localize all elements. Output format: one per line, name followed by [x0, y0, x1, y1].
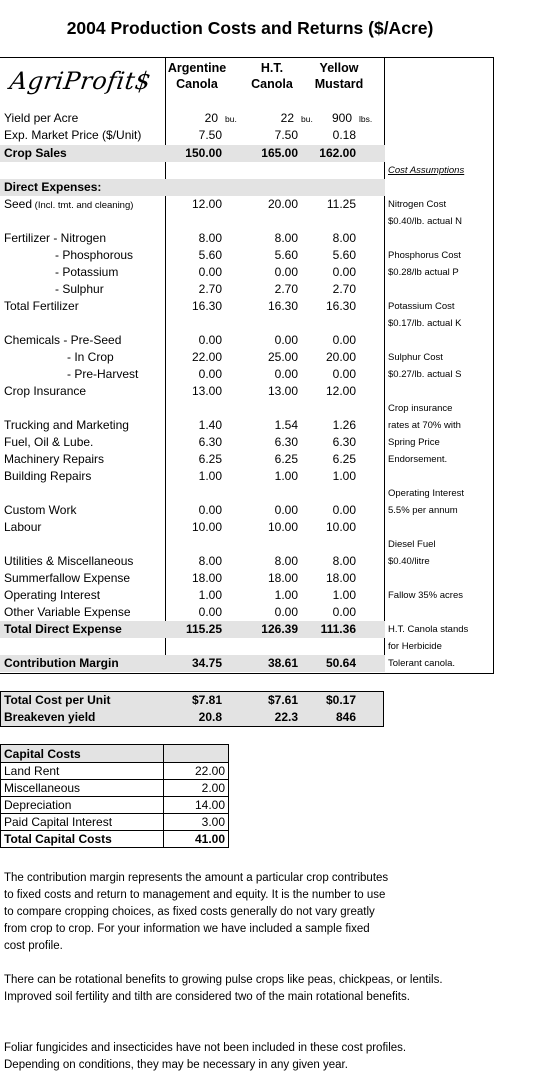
row-label: Breakeven yield: [4, 710, 96, 724]
row-value: 1.40: [198, 418, 222, 432]
row-label: Chemicals - Pre-Seed: [4, 333, 122, 347]
row-value: 34.75: [191, 656, 222, 670]
row-value: 126.39: [261, 622, 298, 636]
row-label: Fuel, Oil & Lube.: [4, 435, 94, 449]
row-utilities: [0, 553, 385, 570]
row-value: 0.00: [274, 333, 298, 347]
row-value: 0.00: [332, 503, 356, 517]
row-insurance: [0, 383, 385, 400]
row-value: 12.00: [191, 197, 222, 211]
row-value: 25.00: [267, 350, 298, 364]
cost-assumption-line: Nitrogen Cost: [388, 199, 447, 210]
cost-assumption-line: H.T. Canola stands: [388, 624, 469, 635]
row-label: - Sulphur: [55, 282, 104, 296]
row-label-note: (Incl. tmt. and cleaning): [32, 200, 134, 211]
capital-item-label: Land Rent: [1, 763, 164, 780]
capital-costs-table: [0, 744, 229, 848]
row-value: 6.25: [332, 452, 356, 466]
row-value: 7.50: [198, 128, 222, 142]
row-label: - In Crop: [67, 350, 114, 364]
row-value: 12.00: [325, 384, 356, 398]
row-value: 11.25: [326, 197, 356, 211]
row-value: 8.00: [332, 554, 356, 568]
row-total-direct: [0, 621, 385, 638]
cost-assumption-line: $0.40/lb. actual N: [388, 216, 462, 227]
row-value: 20.00: [267, 197, 298, 211]
row-label: Trucking and Marketing: [4, 418, 129, 432]
cost-assumption-line: for Herbicide: [388, 641, 442, 652]
row-value: 900: [331, 111, 352, 125]
paragraph-line: Depending on conditions, they may be necessary in any given year.: [4, 1059, 348, 1071]
row-summerfallow: [0, 570, 385, 587]
row-value: 162.00: [319, 146, 356, 160]
row-machinery: [0, 451, 385, 468]
paragraph-line: from crop to crop. For your information we have included a sample fixed: [4, 923, 370, 935]
row-value: 10.00: [267, 520, 298, 534]
cost-assumption-line: Diesel Fuel: [388, 539, 436, 550]
paragraph-line: to compare cropping choices, as fixed costs generally do not vary greatly: [4, 906, 375, 918]
unit-label: bu.: [301, 114, 313, 124]
cost-assumption-line: 5.5% per annum: [388, 505, 458, 516]
row-label: Contribution Margin: [4, 656, 119, 670]
row-value: 165.00: [261, 146, 298, 160]
row-label: Seed (Incl. tmt. and cleaning): [4, 197, 134, 211]
row-label: Machinery Repairs: [4, 452, 105, 466]
column-header-line: H.T.: [260, 61, 284, 75]
row-label: Exp. Market Price ($/Unit): [4, 128, 142, 142]
row-value: 2.70: [198, 282, 222, 296]
row-value: 16.30: [267, 299, 298, 313]
row-potassium: [0, 264, 385, 281]
row-value: 6.25: [198, 452, 222, 466]
row-value: 6.30: [274, 435, 298, 449]
unit-label: lbs.: [359, 114, 373, 124]
explanation-paragraph: [4, 870, 524, 955]
row-label: Other Variable Expense: [4, 605, 131, 619]
capital-item-value: 3.00: [164, 814, 229, 831]
column-header-argentine: [157, 60, 237, 92]
row-value: 20.00: [325, 350, 356, 364]
cost-per-unit-row: [0, 692, 384, 709]
row-value: 5.60: [198, 248, 222, 262]
cost-assumption-line: Phosphorus Cost: [388, 250, 461, 261]
row-value: 16.30: [191, 299, 222, 313]
capital-costs-header-blank: [164, 745, 229, 763]
page-title: 2004 Production Costs and Returns ($/Acre): [66, 18, 434, 38]
cost-assumption-line: Fallow 35% acres: [388, 590, 463, 601]
row-label: - Potassium: [55, 265, 119, 279]
cost-assumption-line: Tolerant canola.: [388, 658, 456, 669]
cost-assumption-line: $0.40/litre: [388, 556, 430, 567]
row-value: 20.8: [198, 710, 222, 724]
row-value: 22: [280, 111, 294, 125]
column-header-mustard: [299, 60, 379, 92]
row-value: 8.00: [274, 554, 298, 568]
row-yield: [0, 110, 385, 127]
column-header-line: Mustard: [314, 77, 364, 91]
paragraph-line: Foliar fungicides and insecticides have not been included in these cost profiles.: [4, 1042, 407, 1054]
row-value: 0.00: [198, 333, 222, 347]
row-label: - Phosphorous: [55, 248, 134, 262]
table-row: [1, 763, 229, 780]
row-value: 1.00: [274, 588, 298, 602]
row-value: 0.00: [274, 503, 298, 517]
row-value: 8.00: [274, 231, 298, 245]
row-value: 13.00: [191, 384, 222, 398]
row-value: 6.30: [332, 435, 356, 449]
row-label: Building Repairs: [4, 469, 92, 483]
row-label: Direct Expenses:: [4, 180, 102, 194]
cost-assumption-line: $0.27/lb. actual S: [388, 369, 462, 380]
capital-total-value: 41.00: [164, 831, 229, 848]
cost-assumption-line: $0.28/lb actual P: [388, 267, 459, 278]
row-value: 8.00: [332, 231, 356, 245]
row-sulphur: [0, 281, 385, 298]
row-value: 0.00: [274, 265, 298, 279]
row-value: 0.00: [274, 367, 298, 381]
row-label: Operating Interest: [4, 588, 101, 602]
row-label: - Pre-Harvest: [67, 367, 139, 381]
row-incrop: [0, 349, 385, 366]
row-value: 0.00: [274, 605, 298, 619]
row-custom: [0, 502, 385, 519]
row-value: 10.00: [325, 520, 356, 534]
row-value: 20: [204, 111, 218, 125]
row-label: Utilities & Miscellaneous: [4, 554, 134, 568]
row-trucking: [0, 417, 385, 434]
cost-assumption-line: rates at 70% with: [388, 420, 461, 431]
row-value: 0.00: [332, 265, 356, 279]
row-building: [0, 468, 385, 485]
table-row: [1, 797, 229, 814]
row-label: Yield per Acre: [4, 111, 79, 125]
row-value: 0.00: [198, 265, 222, 279]
row-value: 6.30: [198, 435, 222, 449]
row-value: 1.00: [198, 588, 222, 602]
row-value: 0.00: [332, 367, 356, 381]
row-value: 846: [335, 710, 356, 724]
column-header-line: Canola: [176, 77, 218, 91]
row-value: 0.18: [332, 128, 356, 142]
row-value: 22.00: [191, 350, 222, 364]
row-label: Custom Work: [4, 503, 77, 517]
paragraph-line: Improved soil fertility and tilth are considered two of the main rotational benefits.: [4, 991, 410, 1003]
table-row: [1, 814, 229, 831]
capital-costs-header: Capital Costs: [1, 745, 164, 763]
row-value: 0.00: [198, 605, 222, 619]
cost-assumption-line: Sulphur Cost: [388, 352, 443, 363]
row-value: 1.54: [274, 418, 298, 432]
row-total-fert: [0, 298, 385, 315]
row-value: 1.26: [332, 418, 356, 432]
row-value: 1.00: [198, 469, 222, 483]
paragraph-line: There can be rotational benefits to growing pulse crops like peas, chickpeas, or lentils.: [4, 974, 443, 986]
capital-item-value: 22.00: [164, 763, 229, 780]
row-contribution: [0, 655, 385, 672]
agriprofit-logo: AgriProfit$: [8, 67, 153, 95]
row-value: 1.00: [332, 588, 356, 602]
row-value: 8.00: [198, 554, 222, 568]
row-value: 5.60: [332, 248, 356, 262]
row-value: 0.00: [332, 605, 356, 619]
row-label: Labour: [4, 520, 42, 534]
row-value: 13.00: [267, 384, 298, 398]
row-value: 0.00: [198, 503, 222, 517]
row-label: Crop Sales: [4, 146, 67, 160]
unit-label: bu.: [225, 114, 237, 124]
paragraph-line: cost profile.: [4, 940, 63, 952]
capital-item-label: Miscellaneous: [1, 780, 164, 797]
cost-assumption-line: Potassium Cost: [388, 301, 455, 312]
column-header-line: Yellow: [319, 61, 359, 75]
row-value: 16.30: [325, 299, 356, 313]
row-value: 0.00: [332, 333, 356, 347]
row-value: 5.60: [274, 248, 298, 262]
row-value: 115.25: [185, 622, 222, 636]
cost-assumption-line: $0.17/lb. actual K: [388, 318, 462, 329]
capital-total-row: [1, 831, 229, 848]
row-value: $7.61: [267, 693, 298, 707]
row-value: 38.61: [267, 656, 298, 670]
capital-item-value: 2.00: [164, 780, 229, 797]
row-value: 2.70: [332, 282, 356, 296]
paragraph-line: to fixed costs and return to management and equity. It is the number to use: [4, 889, 386, 901]
capital-item-label: Depreciation: [1, 797, 164, 814]
row-label: Summerfallow Expense: [4, 571, 131, 585]
row-direct-header: [0, 179, 385, 196]
row-value: 8.00: [198, 231, 222, 245]
row-label: Crop Insurance: [4, 384, 87, 398]
paragraph-line: The contribution margin represents the amount a particular crop contributes: [4, 872, 389, 884]
row-phosphorous: [0, 247, 385, 264]
row-label: Fertilizer - Nitrogen: [4, 231, 107, 245]
row-value: 50.64: [325, 656, 356, 670]
row-value: $7.81: [191, 693, 222, 707]
row-seed: [0, 196, 385, 213]
row-value: 18.00: [191, 571, 222, 585]
cost-assumption-line: Endorsement.: [388, 454, 448, 465]
row-value: 6.25: [274, 452, 298, 466]
row-value: 1.00: [332, 469, 356, 483]
row-labour: [0, 519, 385, 536]
row-value: 0.00: [198, 367, 222, 381]
column-header-line: Canola: [251, 77, 293, 91]
breakeven-row: [0, 709, 384, 726]
row-value: 111.36: [320, 622, 356, 636]
row-value: 150.00: [185, 146, 222, 160]
row-crop-sales: [0, 145, 385, 162]
cost-assumptions-heading: Cost Assumptions: [388, 165, 465, 176]
row-opinterest: [0, 587, 385, 604]
cost-assumption-line: Operating Interest: [388, 488, 465, 499]
row-value: 10.00: [191, 520, 222, 534]
explanation-paragraph: [4, 1040, 524, 1074]
row-price: [0, 127, 385, 144]
row-nitrogen: [0, 230, 385, 247]
row-value: 18.00: [325, 571, 356, 585]
row-value: $0.17: [325, 693, 356, 707]
table-row: [1, 780, 229, 797]
cost-assumption-line: Crop insurance: [388, 403, 453, 414]
row-label: Total Cost per Unit: [4, 693, 111, 707]
explanation-paragraph: [4, 972, 524, 1006]
capital-total-label: Total Capital Costs: [1, 831, 164, 848]
row-value: 22.3: [274, 710, 298, 724]
row-value: 1.00: [274, 469, 298, 483]
capital-item-label: Paid Capital Interest: [1, 814, 164, 831]
row-preharvest: [0, 366, 385, 383]
row-label: Total Fertilizer: [4, 299, 79, 313]
capital-item-value: 14.00: [164, 797, 229, 814]
row-value: 2.70: [274, 282, 298, 296]
row-preseed: [0, 332, 385, 349]
row-othervar: [0, 604, 385, 621]
cost-assumption-line: Spring Price: [388, 437, 440, 448]
column-header-line: Argentine: [167, 61, 227, 75]
row-value: 7.50: [274, 128, 298, 142]
row-value: 18.00: [267, 571, 298, 585]
row-label: Total Direct Expense: [4, 622, 122, 636]
row-fuel: [0, 434, 385, 451]
